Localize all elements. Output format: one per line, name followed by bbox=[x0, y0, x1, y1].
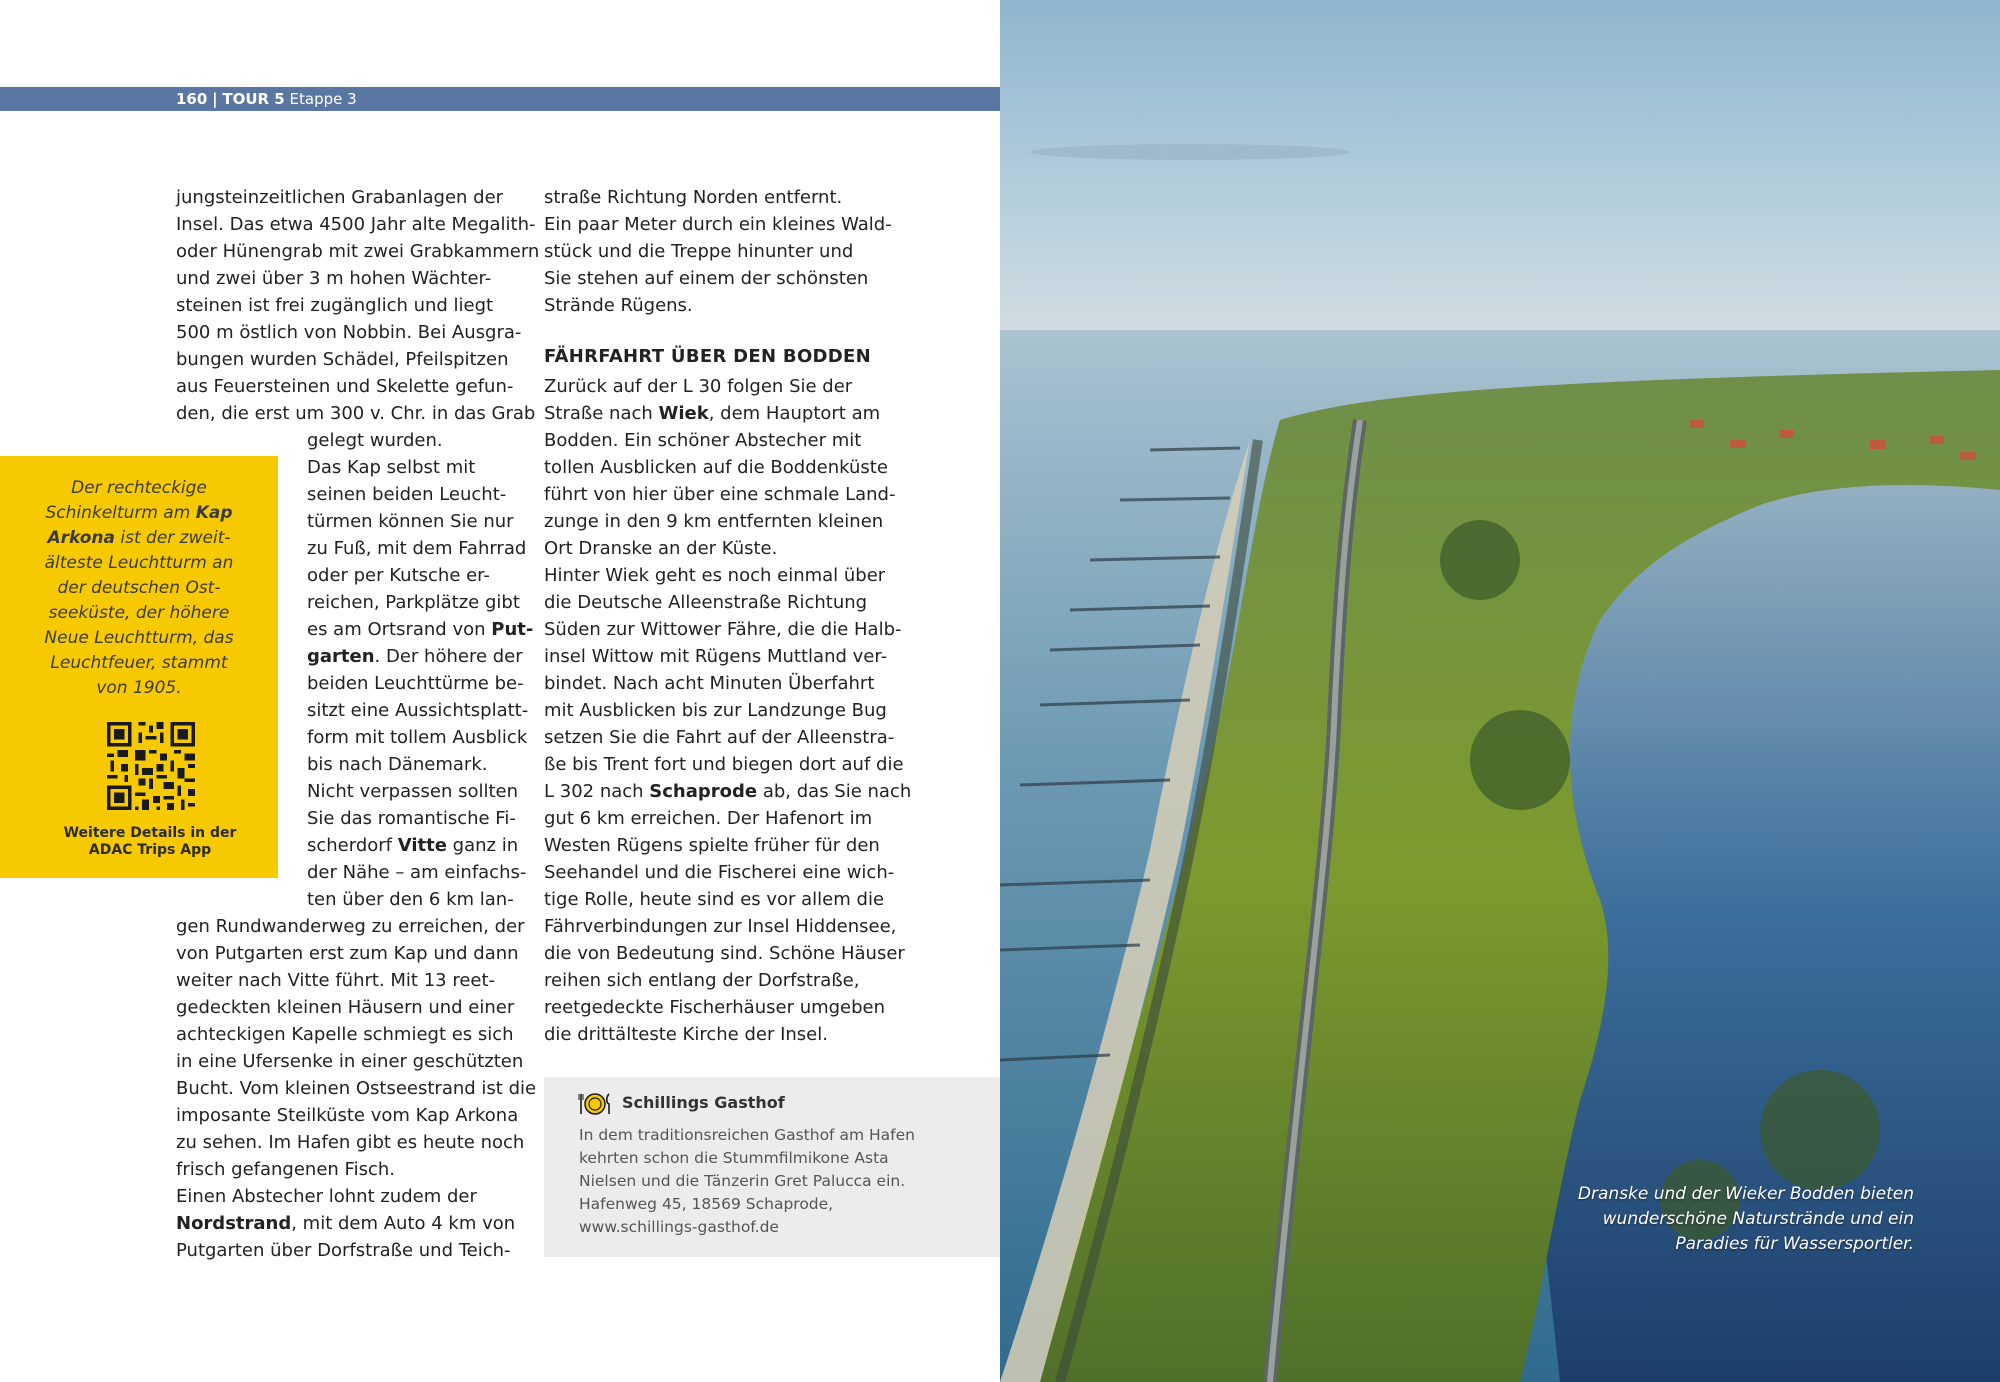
running-header bbox=[0, 87, 1000, 111]
column2-text-run: , dem Hauptort am Bodden. Ein schöner Abstecher mit tollen Ausblicken auf die Boddenküste führt von hier über eine schmale Land- zunge in den 9 km entfernten kleinen Ort Dranske an der Küste. Hinter Wiek geht es noch einmal über die Deutsche Alleenstraße Richtung Süden zur Wittower Fähre, die die Halb- insel Wittow mit Rügens Muttland ver- bindet. Nach acht Minuten Überfahrt mit Ausblicken bis zur Landzunge Bug setzen Sie die Fahrt auf der Alleenstra- ße bis Trent fort und biegen dort auf die L 302 nach bbox=[544, 403, 904, 802]
info-body: In dem traditionsreichen Gasthof am Hafen kehrten schon die Stummfilmikone Asta Nielsen und die Tänzerin Gret Palucca ein. Hafenweg 45, 18569 Schaprode, www.schillings-gasthof.de bbox=[579, 1126, 915, 1236]
info-box bbox=[544, 1077, 1000, 1257]
stage-label: Etappe 3 bbox=[289, 90, 357, 108]
bold-vitte: Vitte bbox=[397, 835, 447, 856]
aerial-photo bbox=[1000, 0, 2000, 1382]
column2-intro: straße Richtung Norden entfernt. Ein paar Meter durch ein kleines Wald- stück und die Treppe hinunter und Sie stehen auf einem der schönsten Strände Rügens. bbox=[544, 187, 892, 316]
aerial-photo-illustration bbox=[1000, 0, 2000, 1382]
header-separator: | bbox=[212, 90, 218, 108]
column2-paragraph bbox=[544, 373, 911, 1048]
tip-app-link[interactable]: Weitere Details in der ADAC Trips App bbox=[63, 825, 237, 858]
column1-text-run: gen Rundwanderweg zu erreichen, der von Putgarten erst zum Kap und dann weiter nach Vitte führt. Mit 13 reet- gedeckten kleinen Häusern und einer achteckigen Kapelle schmiegt es sich in eine Ufersenke in einer geschützten Bucht. Vom kleinen Ostseestrand ist die imposante Steilküste vom Kap Arkona zu sehen. Im Hafen gibt es heute noch frisch gefangenen Fisch. Einen Abstecher lohnt zudem der bbox=[176, 916, 537, 1207]
column1-text-run: gelegt wurden. Das Kap selbst mit seinen beiden Leucht- türmen können Sie nur zu Fuß, mit dem Fahrrad oder per Kutsche er- reichen, Parkplätze gibt es am Ortsrand von bbox=[307, 430, 527, 640]
page-number: 160 bbox=[176, 90, 208, 108]
running-header-text bbox=[176, 90, 357, 108]
restaurant-plate-icon bbox=[578, 1092, 612, 1116]
column2-text-run: Zurück auf der L 30 folgen Sie der Straße nach bbox=[544, 376, 853, 424]
column2-text-run: ab, das Sie nach gut 6 km erreichen. Der Hafenort im Westen Rügens spielte früher für den Seehandel und die Fischerei eine wich- tige Rolle, heute sind es vor allem die Fährverbindungen zur Insel Hiddensee, die von Bedeutung sind. Schöne Häuser reihen sich entlang der Dorfstraße, reetgedeckte Fischerhäuser umgeben die drittälteste Kirche der Insel. bbox=[544, 781, 912, 1045]
tip-box bbox=[0, 456, 278, 878]
photo-caption: Dranske und der Wieker Bodden bieten wunderschöne Naturstrände und ein Paradies für Wassersportler. bbox=[1577, 1184, 1914, 1254]
column1-text-run: ganz in der Nähe – am einfachs- ten über den 6 km lan- bbox=[307, 835, 527, 910]
tip-caption bbox=[0, 476, 278, 701]
bold-putgarten: Put- bbox=[491, 619, 534, 640]
column1-text-run: , mit dem Auto 4 km von Putgarten über Dorfstraße und Teich- bbox=[176, 1213, 516, 1261]
bold-kap: Kap bbox=[195, 503, 233, 523]
qr-code-icon[interactable] bbox=[107, 722, 195, 810]
bold-wiek: Wiek bbox=[658, 403, 709, 424]
tip-text-run: ist der zweit- älteste Leuchtturm an der deutschen Ost- seeküste, der höhere Neue Leuchtturm, das Leuchtfeuer, stammt von 1905. bbox=[44, 528, 234, 698]
tip-text-run: Der rechteckige Schinkelturm am bbox=[45, 478, 207, 523]
tour-label: TOUR 5 bbox=[222, 90, 285, 108]
bold-schaprode: Schaprode bbox=[649, 781, 758, 802]
section-heading: FÄHRFAHRT ÜBER DEN BODDEN bbox=[544, 346, 871, 367]
bold-arkona: Arkona bbox=[47, 528, 115, 548]
column1-paragraph-top: jungsteinzeitlichen Grabanlagen der Insel. Das etwa 4500 Jahr alte Megalith- oder Hünengrab mit zwei Grabkammern und zwei über 3 m hohen Wächter- steinen ist frei zugänglich und liegt 500 m östlich von Nobbin. Bei Ausgra- bungen wurden Schädel, Pfeilspitzen aus Feuersteinen und Skelette gefun- den, die erst um 300 v. Chr. in das Grab bbox=[176, 187, 540, 424]
bold-putgarten-2: garten bbox=[307, 646, 375, 667]
column1-text-run: . Der höhere der beiden Leuchttürme be- sitzt eine Aussichtsplatt- form mit tollem Ausblick bis nach Dänemark. Nicht verpassen sollten Sie das romantische Fi- scherdorf bbox=[307, 646, 529, 856]
column1-paragraph-narrow bbox=[307, 427, 533, 913]
info-title: Schillings Gasthof bbox=[622, 1093, 785, 1112]
bold-nordstrand: Nordstrand bbox=[176, 1213, 292, 1234]
column1-paragraph-bottom bbox=[176, 913, 536, 1264]
